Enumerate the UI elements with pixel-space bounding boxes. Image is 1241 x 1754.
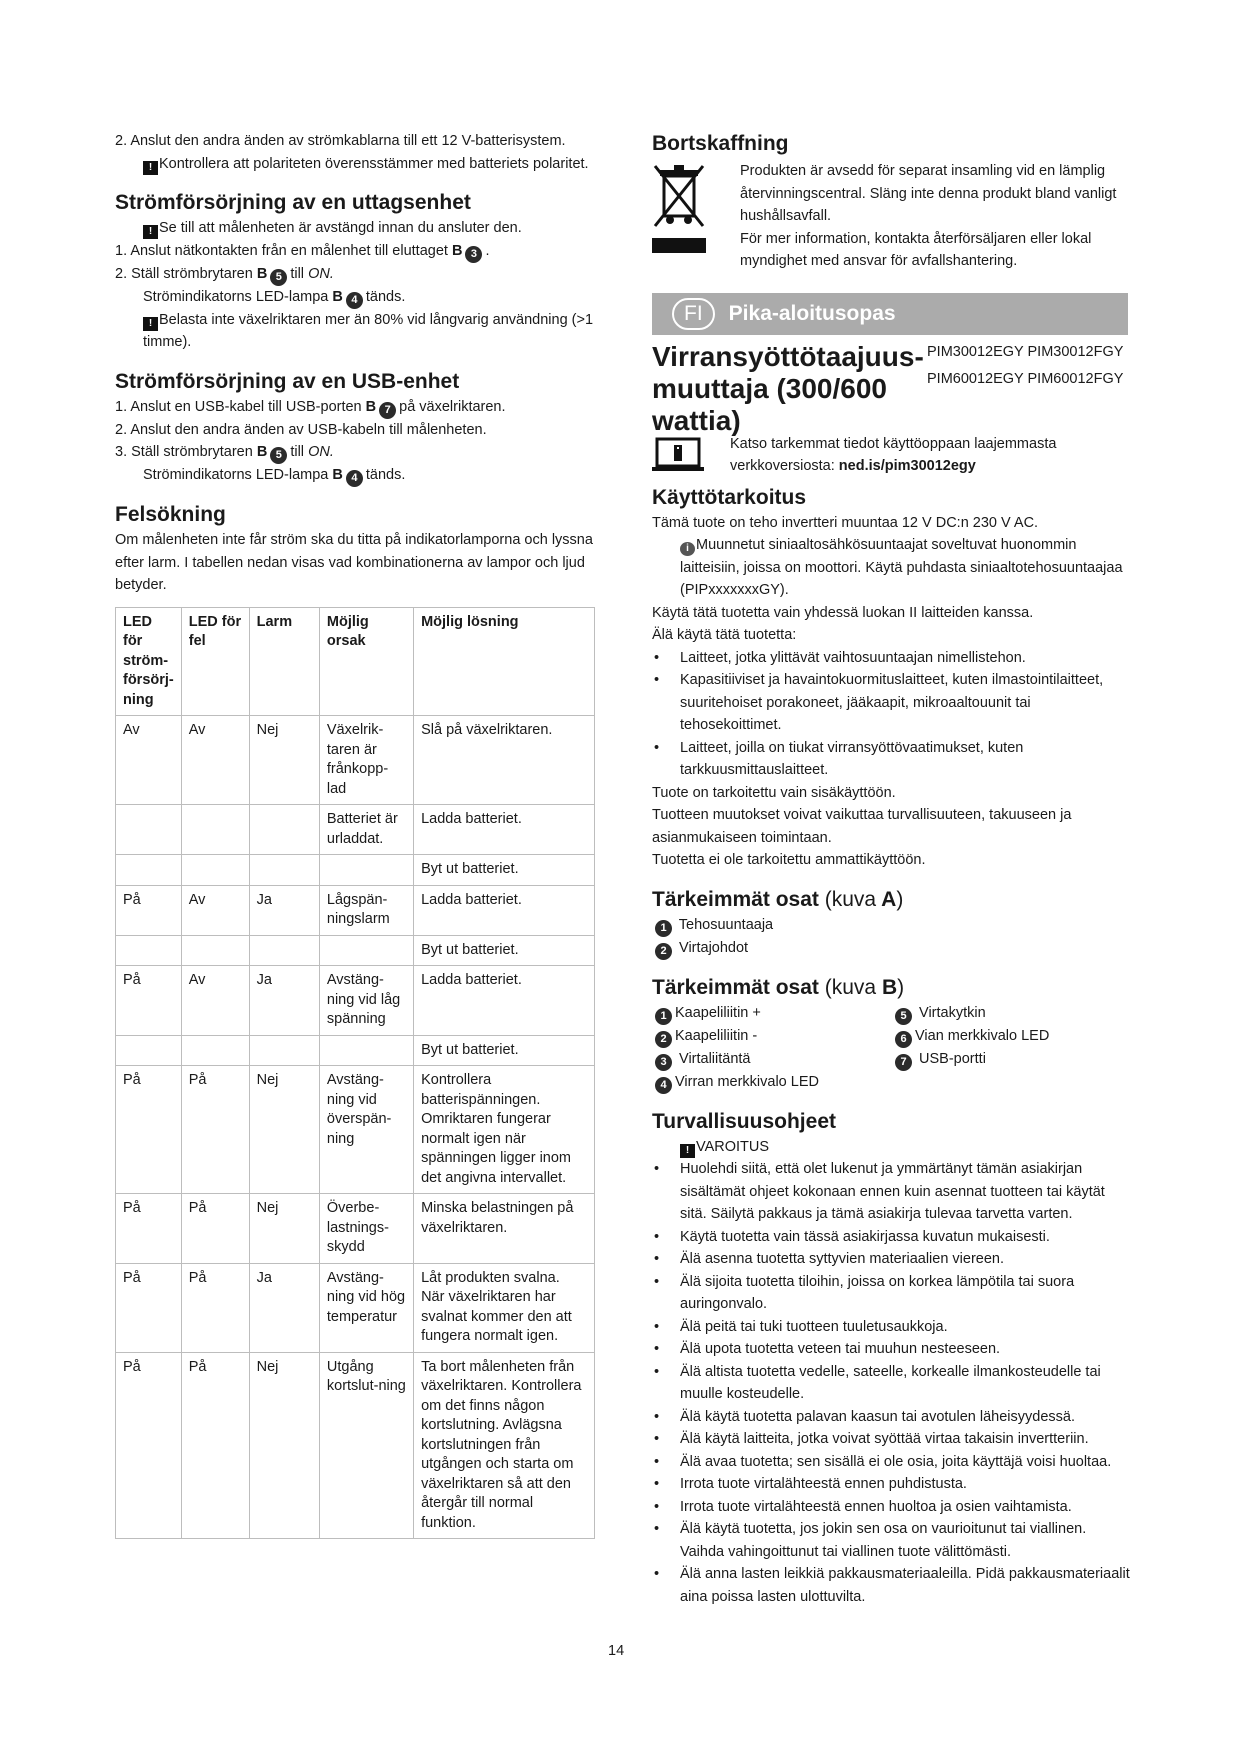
models-line-1: PIM30012EGY PIM30012FGY [927,343,1124,360]
table-cell: Minska belastningen på växelriktaren. [414,1194,595,1264]
table-cell [181,805,249,855]
table-cell [116,805,182,855]
list-item: • Käytä tuotetta vain tässä asiakirjassa kuvatun mukaisesti. [652,1226,1132,1249]
s1-step-2: 2. Ställ strömbrytaren B 5 till ON. [115,263,595,286]
number-1-icon: 1 [655,920,672,937]
table-cell [319,1035,413,1066]
table-row [116,1263,595,1352]
table-row [116,1352,595,1539]
heading-socket-device: Strömförsörjning av en uttagsenhet [115,191,471,214]
list-item: • Kapasitiiviset ja havaintokuormituslaitteet, kuten ilmastointilaitteet, suuritehoiset porakoneet, jääkaapit, mikroaaltouunit tai tehosekoittimet. [652,669,1132,737]
language-code: FI [672,298,715,330]
list-item: • Irrota tuote virtalähteestä ennen puhdistusta. [652,1473,1132,1496]
parts-b-item: 1 Kaapeliliitin + [652,1002,892,1025]
table-row [116,716,595,805]
list-item: • Älä upota tuotetta veteen tai muuhun nesteeseen. [652,1338,1132,1361]
col-header: Möjlig orsak [319,607,413,716]
purpose-p2: i Muunnetut siniaaltosähkösuuntaajat soveltuvat huonommin laitteisiin, joissa on moottori. Käytä puhdasta siniaaltotehosuuntaajaa (PIPxxxxxxxGY). [680,537,1123,598]
table-cell: Byt ut batteriet. [414,1035,595,1066]
warning-icon: ! [143,161,158,175]
number-4-icon: 4 [346,292,363,309]
table-row [116,1066,595,1194]
table-row [116,966,595,1036]
right-column [652,130,1132,1608]
table-cell: Låt produkten svalna. När växelriktaren har svalnat kommer den att fungera normalt igen. [414,1263,595,1352]
number-6-icon: 6 [895,1031,912,1048]
parts-b-list [652,1002,1132,1094]
s1-warning-2: ! Belasta inte växelriktaren mer än 80% vid långvarig användning (>1 timme). [143,311,594,350]
table-cell: På [116,1066,182,1194]
heading-safety: Turvallisuusohjeet [652,1109,836,1133]
list-item: • Laitteet, joilla on tiukat virransyöttövaatimukset, kuten tarkkuusmittauslaitteet. [652,737,1132,782]
list-item: • Älä käytä laitteita, jotka voivat syöttää virtaa takaisin invertteriin. [652,1428,1132,1451]
table-cell: På [116,1263,182,1352]
model-list [927,339,1123,393]
table-cell: Lågspän-ningslarm [319,885,413,935]
number-7-icon: 7 [379,402,396,419]
table-cell [249,805,319,855]
table-cell: Slå på växelriktaren. [414,716,595,805]
list-item: • Älä asenna tuotetta syttyvien materiaalien viereen. [652,1248,1132,1271]
number-5-icon: 5 [270,447,287,464]
info-text: Katso tarkemmat tiedot käyttöoppaan laajemmasta verkkoversiosta: ned.is/pim30012egy [730,435,1057,474]
table-cell: Ja [249,966,319,1036]
table-cell [116,855,182,886]
table-cell: På [116,1352,182,1539]
list-item: • Älä käytä tuotetta palavan kaasun tai avotulen läheisyydessä. [652,1406,1132,1429]
troubleshooting-text: Om målenheten inte får ström ska du titta på indikatorlamporna och lyssna efter larm. I tabellen nedan visas vad kombinationerna av lampor och ljud betyder. [115,532,593,593]
parts-b-item: 7 USB-portti [892,1048,1049,1071]
parts-a-item: 2 Virtajohdot [652,937,1132,960]
s1-info: Strömindikatorns LED-lampa B 4 tänds. [115,286,595,309]
product-header [652,340,1132,436]
page-number: 14 [608,1643,625,1659]
troubleshooting-table [115,607,595,1540]
heading-troubleshooting: Felsökning [115,503,226,526]
table-cell: Byt ut batteriet. [414,935,595,966]
table-cell: Ladda batteriet. [414,966,595,1036]
table-cell [116,1035,182,1066]
list-item: • Älä sijoita tuotetta tiloihin, joissa on korkea lämpötila tai suora auringonvalo. [652,1271,1132,1316]
table-cell: Nej [249,1352,319,1539]
parts-b-col-2 [892,1002,1049,1094]
online-manual-link[interactable]: ned.is/pim30012egy [838,458,976,474]
col-header: Möjlig lösning [414,607,595,716]
intro-warning: ! Kontrollera att polariteten överensstämmer med batteriets polaritet. [115,153,595,176]
purpose-p3: Käytä tätä tuotetta vain yhdessä luokan II laitteiden kanssa. [652,604,1034,621]
number-4-icon: 4 [346,470,363,487]
table-cell [181,855,249,886]
parts-a-item: 1 Tehosuuntaaja [652,914,1132,937]
table-cell: Nej [249,716,319,805]
heading-usb-device: Strömförsörjning av en USB-enhet [115,369,460,393]
heading-parts-a: Tärkeimmät osat (kuva A) [652,887,904,911]
heading-disposal: Bortskaffning [652,132,789,155]
number-3-icon: 3 [465,246,482,263]
list-item: • Älä peitä tai tuki tuotteen tuuletusaukkoja. [652,1316,1132,1339]
s1-warning: ! Se till att målenheten är avstängd innan du ansluter den. [115,217,595,240]
table-row [116,935,595,966]
table-cell: Ladda batteriet. [414,885,595,935]
s1-step-1: 1. Anslut nätkontakten från en målenhet till eluttaget B 3 . [115,240,595,263]
number-7-icon: 7 [895,1054,912,1071]
list-item: • Älä altista tuotetta vedelle, sateelle, korkealle ilmankosteudelle tai muulle kosteudelle. [652,1361,1132,1406]
number-3-icon: 3 [655,1054,672,1071]
parts-b-item: 6 Vian merkkivalo LED [892,1025,1049,1048]
table-row [116,1194,595,1264]
table-cell [319,935,413,966]
table-header-row [116,607,595,716]
left-column [115,130,595,1539]
product-title: Virransyöttötaajuus-muuttaja (300/600 wattia) [652,340,924,436]
purpose-p4: Älä käytä tätä tuotetta: [652,627,797,643]
parts-b-col-1 [652,1002,892,1094]
table-cell [249,855,319,886]
s2-step-3: 3. Ställ strömbrytaren B 5 till ON. [115,441,595,464]
table-cell: Av [181,716,249,805]
table-cell: På [181,1352,249,1539]
col-header: Larm [249,607,319,716]
warning-icon: ! [143,225,158,239]
number-1-icon: 1 [655,1008,672,1025]
table-cell: Nej [249,1194,319,1264]
number-4-icon: 4 [655,1077,672,1094]
safety-list [652,1158,1132,1608]
s2-step-2: 2. Anslut den andra änden av USB-kabeln till målenheten. [115,421,487,438]
list-item: • Älä avaa tuotetta; sen sisällä ei ole osia, joita käyttäjä voisi huoltaa. [652,1451,1132,1474]
table-cell: Av [116,716,182,805]
table-cell [249,935,319,966]
heading-intended-use: Käyttötarkoitus [652,485,807,509]
table-cell: Avstäng-ning vid överspän-ning [319,1066,413,1194]
list-item: • Älä käytä tuotetta, jos jokin sen osa on vaurioitunut tai viallinen. Vaihda vahingoittunut tai viallinen tuote välittömästi. [652,1518,1132,1563]
table-cell [319,855,413,886]
list-item: • Älä anna lasten leikkiä pakkausmateriaaleilla. Pidä pakkausmateriaalit aina poissa lasten ulottuvilta. [652,1563,1132,1608]
table-cell: På [116,966,182,1036]
table-cell: Avstäng-ning vid låg spänning [319,966,413,1036]
table-cell: Avstäng-ning vid hög temperatur [319,1263,413,1352]
table-cell: Utgång kortslut-ning [319,1352,413,1539]
purpose-p6: Tuotteen muutokset voivat vaikuttaa turvallisuuteen, takuuseen ja asianmukaiseen toimintaan. [652,807,1072,846]
manual-info-icon [652,437,704,473]
table-cell: Av [181,966,249,1036]
table-cell: På [181,1263,249,1352]
warning-icon: ! [680,1144,695,1158]
purpose-list [652,647,1132,782]
parts-b-item: 2 Kaapeliliitin - [652,1025,892,1048]
disposal-block [652,160,1132,273]
number-5-icon: 5 [270,269,287,286]
s2-info: Strömindikatorns LED-lampa B 4 tänds. [115,464,595,487]
parts-b-item: 3 Virtaliitäntä [652,1048,892,1071]
weee-bin-icon [652,162,706,256]
list-item: • Huolehdi siitä, että olet lukenut ja ymmärtänyt tämän asiakirjan sisältämät ohjeet kokonaan ennen kuin asennat tuotteen tai käytät sitä. Säilytä pakkaus ja tämä asiakirja tulevaa tarvetta varten. [652,1158,1132,1226]
parts-b-item: 4 Virran merkkivalo LED [652,1071,892,1094]
table-row [116,885,595,935]
number-5-icon: 5 [895,1008,912,1025]
table-cell: Byt ut batteriet. [414,855,595,886]
purpose-p7: Tuotetta ei ole tarkoitettu ammattikäyttöön. [652,852,926,868]
table-cell [249,1035,319,1066]
models-line-2: PIM60012EGY PIM60012FGY [927,370,1124,387]
table-cell: Av [181,885,249,935]
list-item: • Irrota tuote virtalähteestä ennen huoltoa ja osien vaihtamista. [652,1496,1132,1519]
purpose-p5: Tuote on tarkoitettu vain sisäkäyttöön. [652,784,896,801]
table-cell: På [116,885,182,935]
s2-step-1: 1. Anslut en USB-kabel till USB-porten B 7 på växelriktaren. [115,396,595,419]
warning-icon: ! [143,317,158,331]
table-cell: Växelrik-taren är frånkopp-lad [319,716,413,805]
table-cell: Nej [249,1066,319,1194]
table-cell: Ta bort målenheten från växelriktaren. Kontrollera om det finns någon kortslutning. Avlägsna kortslutningen från utgången och starta om växelriktaren så att den återgår till normal funktion. [414,1352,595,1539]
info-block [652,433,1132,478]
table-cell: Ja [249,1263,319,1352]
info-icon: i [680,542,695,556]
list-item: • Laitteet, jotka ylittävät vaihtosuuntaajan nimellistehon. [652,647,1132,670]
heading-parts-b: Tärkeimmät osat (kuva B) [652,975,905,999]
intro-step-2: 2. Anslut den andra änden av strömkablarna till ett 12 V-batterisystem. [115,133,566,149]
table-cell: Batteriet är urladdat. [319,805,413,855]
table-cell: Överbe-lastnings-skydd [319,1194,413,1264]
table-cell [181,1035,249,1066]
table-cell [116,935,182,966]
table-row [116,1035,595,1066]
table-cell: På [181,1194,249,1264]
parts-b-item: 5 Virtakytkin [892,1002,1049,1025]
table-cell: På [181,1066,249,1194]
number-2-icon: 2 [655,1031,672,1048]
disposal-text-2: För mer information, kontakta återförsäljaren eller lokal myndighet med ansvar för avfallshantering. [740,230,1092,269]
parts-a-list [652,914,1132,960]
quick-guide-title: Pika-aloitusopas [728,301,896,325]
number-2-icon: 2 [655,943,672,960]
table-cell: Ja [249,885,319,935]
col-header: LED för ström-försörj-ning [116,607,182,716]
table-cell: På [116,1194,182,1264]
table-cell: Ladda batteriet. [414,805,595,855]
col-header: LED för fel [181,607,249,716]
disposal-text: Produkten är avsedd för separat insamling vid en lämplig återvinningscentral. Släng inte denna produkt bland vanligt hushållsavfall. [740,163,1117,224]
language-banner [652,293,1128,335]
table-cell [181,935,249,966]
table-row [116,855,595,886]
purpose-p1: Tämä tuote on teho invertteri muuntaa 12 V DC:n 230 V AC. [652,514,1039,531]
safety-warning-label: ! VAROITUS [652,1136,1132,1159]
table-cell: Kontrollera batterispänningen. Omriktaren fungerar normalt igen när spänningen ligger inom det angivna intervallet. [414,1066,595,1194]
table-row [116,805,595,855]
